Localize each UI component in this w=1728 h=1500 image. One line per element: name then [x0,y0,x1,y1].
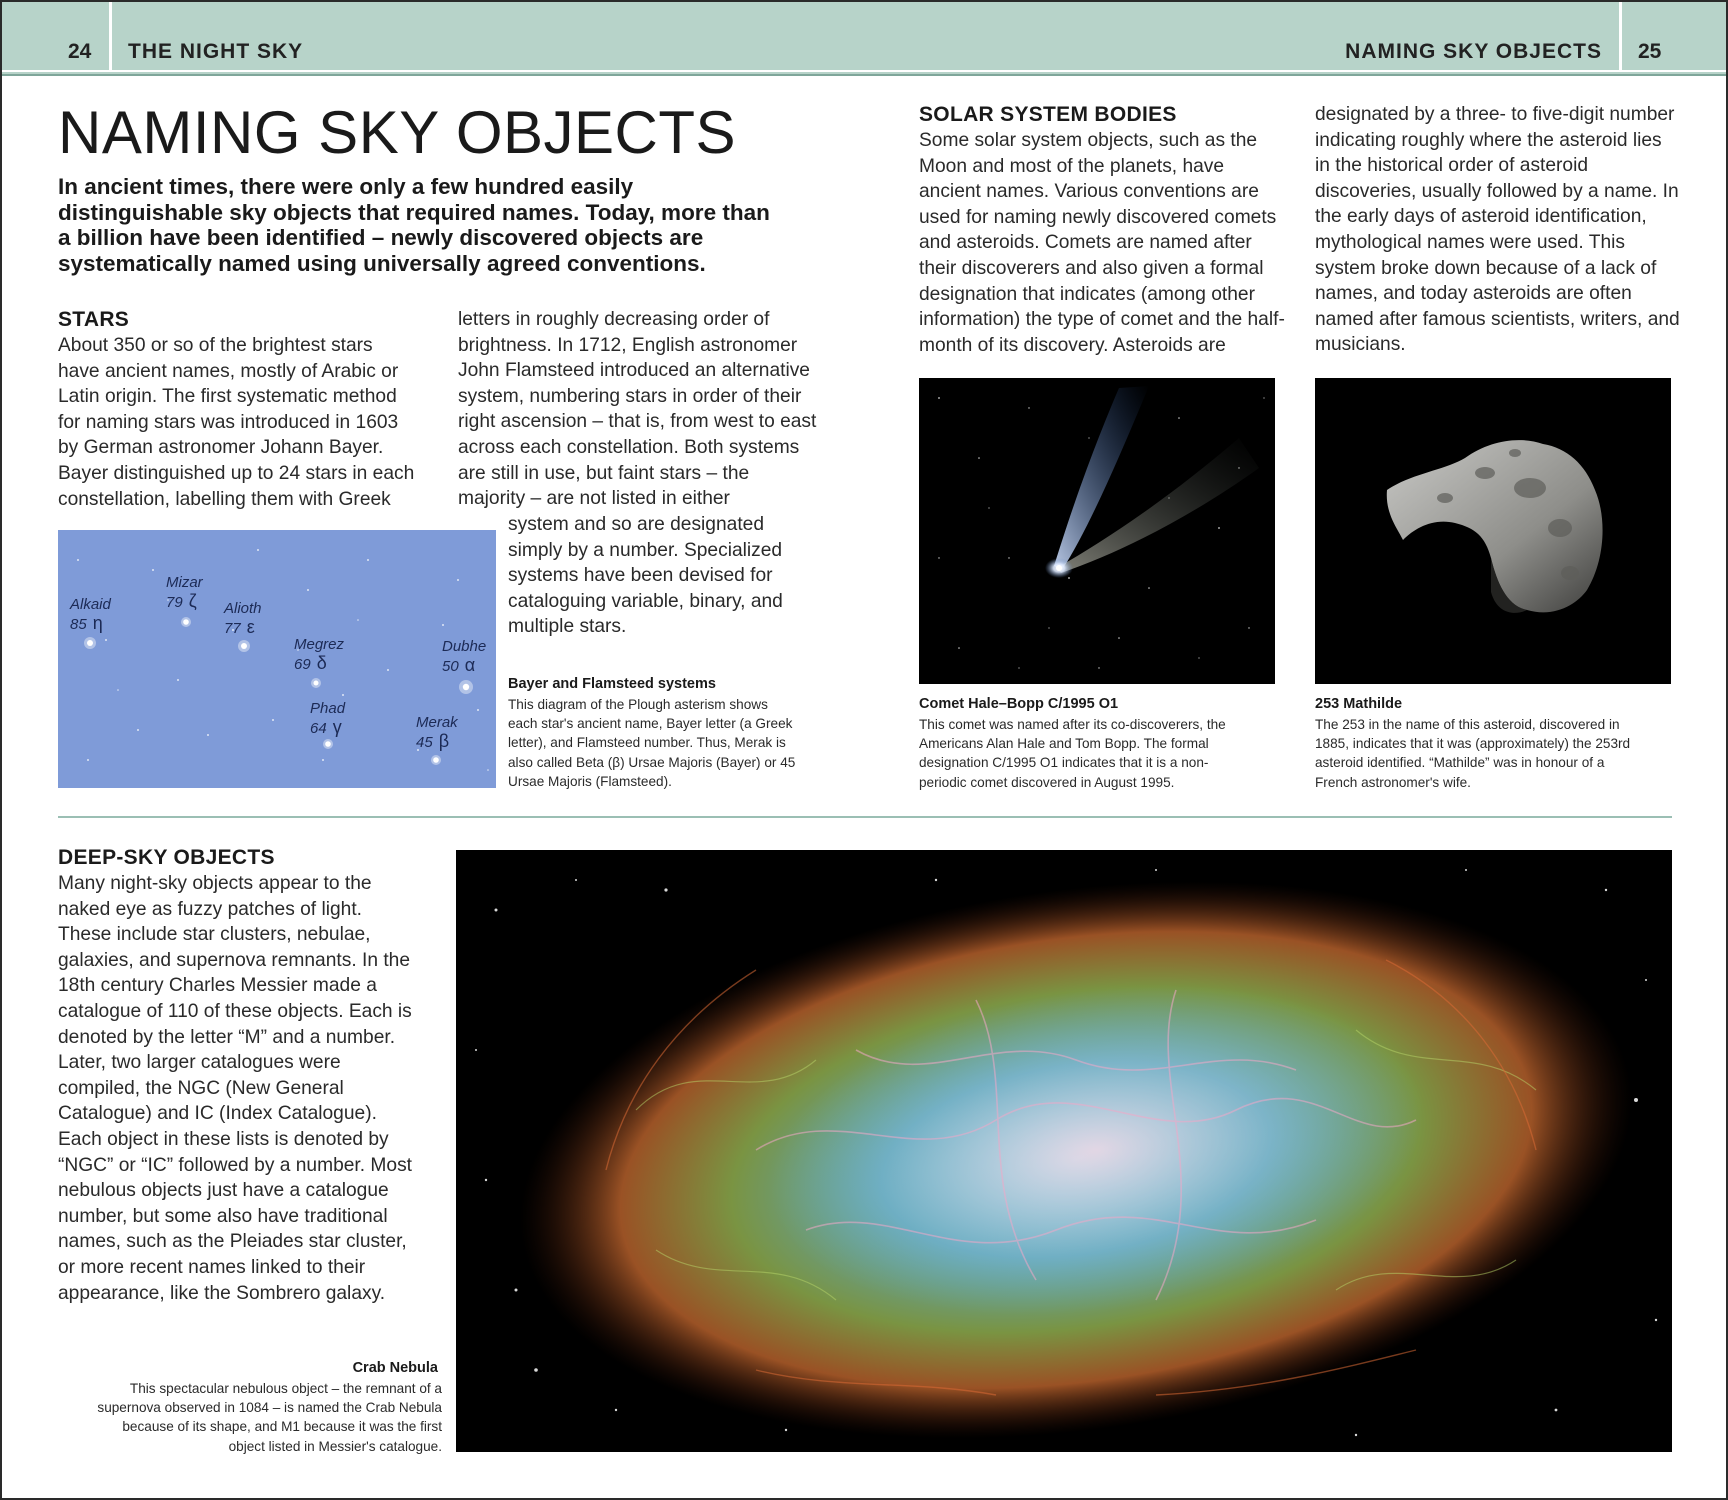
stars-heading: STARS [58,308,130,331]
flamsteed-number: 77 [224,620,241,637]
star-name: Dubhe [442,638,487,655]
bayer-caption: This diagram of the Plough asterism shows each star's ancient name, Bayer letter (a Greek letter), and Flamsteed number. Thus, Merak is also called Beta (β) Ursae Majoris (Bayer) or 45 Ursae Majoris (Flamsteed). [508,697,796,789]
star-label-alioth [224,600,262,638]
section-title-left: THE NIGHT SKY [128,40,304,63]
flamsteed-number: 64 [310,720,327,737]
star-label-mizar [166,574,203,612]
nebula-illustration [456,850,1672,1452]
section-title-right: NAMING SKY OBJECTS [1345,40,1602,63]
star-label-megrez [294,636,344,674]
page-title: NAMING SKY OBJECTS [58,99,737,166]
crab-caption-title: Crab Nebula [352,1360,438,1376]
page-number-right: 25 [1638,40,1662,63]
crab-caption: This spectacular nebulous object – the remnant of a supernova observed in 1084 – is named the Crab Nebula because of its shape, and M1 because it was the first object listed in Messier's catalogue. [97,1381,442,1454]
star-name: Mizar [166,574,203,591]
flamsteed-number: 85 [70,616,87,633]
star-label-phad [310,700,345,738]
crab-nebula-photo [456,850,1672,1452]
star-label-dubhe [442,638,486,676]
flamsteed-number: 50 [442,658,459,675]
bayer-letter: β [438,731,450,751]
star-name: Phad [310,700,346,717]
running-header [2,2,1728,76]
star-name: Merak [416,714,458,731]
intro-paragraph: In ancient times, there were only a few hundred easily distinguishable sky objects that required names. Today, more than a billion have been identified – newly discovered objects are systematically named using universally agreed conventions. [58,174,770,276]
solar-heading: SOLAR SYSTEM BODIES [919,103,1177,126]
star-name: Alkaid [70,596,111,613]
bayer-letter: α [464,655,476,675]
star-label-merak [416,714,458,752]
comet-illustration [919,378,1275,684]
asteroid-mathilde-photo [1315,378,1671,684]
solar-text-column-2: designated by a three- to five-digit number indicating roughly where the asteroid lies in the historical order of asteroid discoveries, usually followed by a name. In the early days of asteroid identification, mythological names were used. This system broke down because of a lack of names, and today asteroids are often named after famous scientists, writers, and musicians. [1315,104,1680,356]
stars-text-column-2-continued: system and so are designated simply by a number. Specialized systems have been devised for cataloguing variable, binary, and multiple stars. [508,514,783,638]
page-number-left: 24 [68,40,92,63]
asteroid-caption: The 253 in the name of this asteroid, discovered in 1885, indicates that it was (approximately) the 253rd asteroid identified. “Mathilde” was in honour of a French astronomer's wife. [1315,717,1631,790]
asteroid-caption-title: 253 Mathilde [1315,696,1403,712]
header-separator-right [1619,2,1622,70]
section-divider [58,816,1672,818]
header-divider [2,70,1728,72]
comet-hale-bopp-photo [919,378,1275,684]
solar-text-column-1: Some solar system objects, such as the Moon and most of the planets, have ancient names. Various conventions are used for naming newly discovered comets and asteroids. Comets are named after their discoverers and also given a formal designation that indicates (among other information) the type of comet and the half-month of its discovery. Asteroids are [919,130,1285,356]
header-separator-left [109,2,112,70]
star-name: Megrez [294,636,345,653]
bayer-letter: ζ [188,591,197,611]
stars-text-column-1: About 350 or so of the brightest stars have ancient names, mostly of Arabic or Latin origin. The first systematic method for naming stars was introduced in 1603 by German astronomer Johann Bayer. Bayer distinguished up to 24 stars in each constellation, labelling them with Greek [58,335,415,510]
deep-sky-text: Many night-sky objects appear to the naked eye as fuzzy patches of light. These include star clusters, nebulae, galaxies, and supernova remnants. In the 18th century Charles Messier made a catalogue of 110 of these objects. Each is denoted by the letter “M” and a number. Later, two larger catalogues were compiled, the NGC (New General Catalogue) and IC (Index Catalogue). Each object in these lists is denoted by “NGC” or “IC” followed by a number. Most nebulous objects just have a catalogue number, but some also have traditional names, such as the Pleiades star cluster, or more recent names linked to their appearance, like the Sombrero galaxy. [58,873,413,1304]
star-label-alkaid [70,596,111,634]
bayer-letter: δ [316,653,327,673]
comet-caption-title: Comet Hale–Bopp C/1995 O1 [919,696,1119,712]
flamsteed-number: 45 [416,734,433,751]
flamsteed-number: 69 [294,656,311,673]
stars-text-column-2: letters in roughly decreasing order of brightness. In 1712, English astronomer John Flamsteed introduced an alternative system, numbering stars in order of their right ascension – that is, from west to east across each constellation. Both systems are still in use, but faint stars – the majority – are not listed in either [458,309,817,510]
asteroid-illustration [1315,378,1671,684]
plough-asterism-diagram [58,530,496,788]
bayer-letter: η [92,613,103,633]
star-name: Alioth [224,600,262,617]
flamsteed-number: 79 [166,594,183,611]
bayer-caption-title: Bayer and Flamsteed systems [508,676,716,692]
deep-sky-heading: DEEP-SKY OBJECTS [58,846,275,869]
bayer-letter: ε [246,617,255,637]
bayer-letter: γ [332,717,342,737]
comet-caption: This comet was named after its co-discoverers, the Americans Alan Hale and Tom Bopp. The formal designation C/1995 O1 indicates that it is a non-periodic comet discovered in August 1995. [919,717,1226,790]
